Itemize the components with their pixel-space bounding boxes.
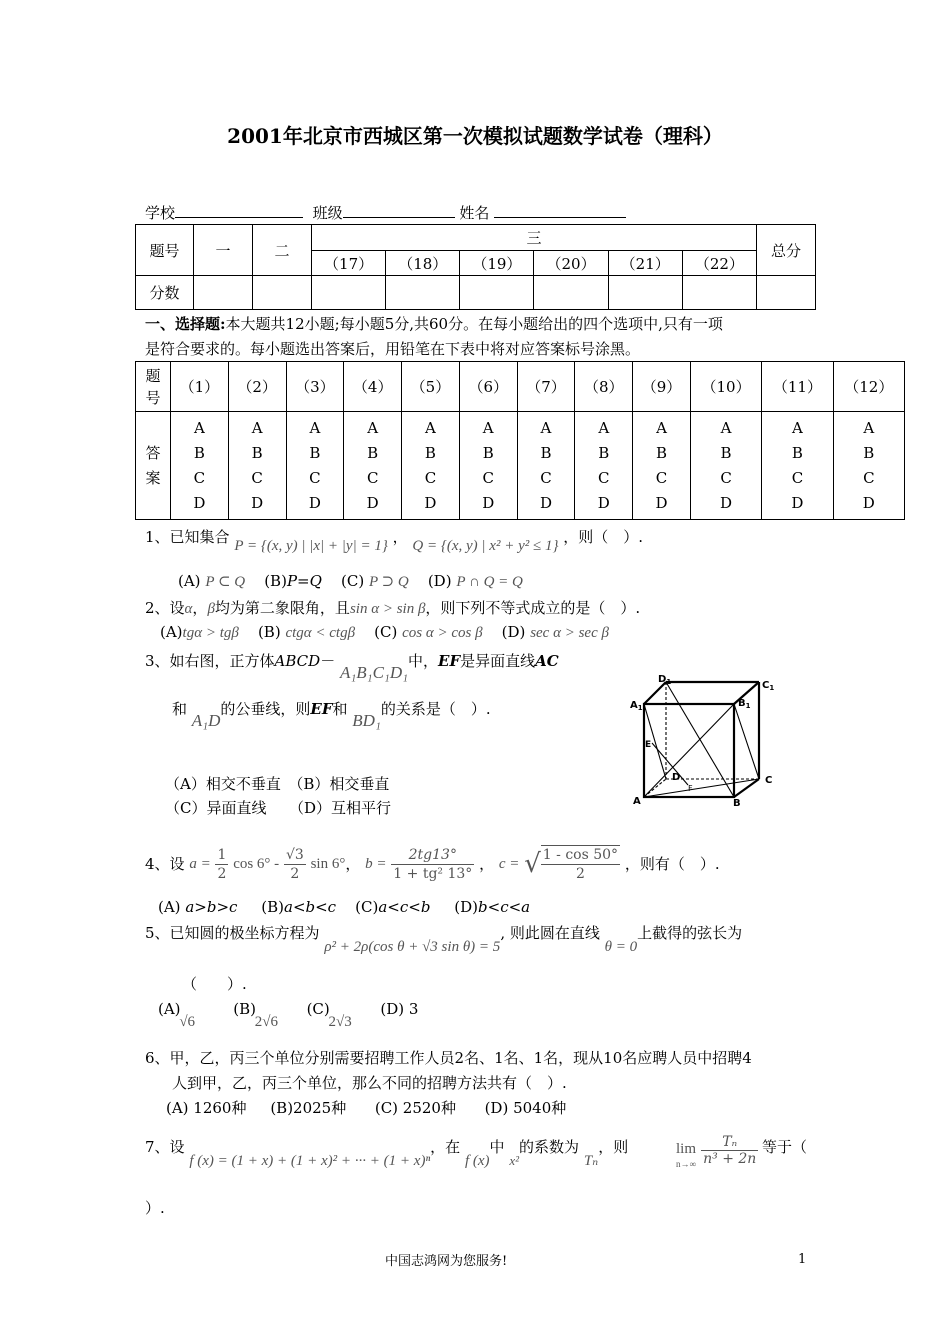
q6-options xyxy=(166,1097,566,1118)
score-sub-17: （17） xyxy=(312,251,386,276)
q7-text: 7、设 xyxy=(145,1138,185,1156)
q4-text: 4、设 xyxy=(145,855,185,873)
q1-opt-d: P ∩ Q = Q xyxy=(456,574,523,590)
q4-cos6: cos 6° - xyxy=(233,856,280,872)
question-1 xyxy=(145,526,644,554)
q3-ac: AC xyxy=(535,652,559,670)
answer-num: （10） xyxy=(690,362,761,412)
q2-sep: ， xyxy=(192,599,208,617)
label-b1: $B_1$ xyxy=(738,698,751,710)
question-4 xyxy=(145,845,720,883)
header-fields xyxy=(145,202,626,223)
answer-num: （11） xyxy=(762,362,833,412)
score-cell[interactable] xyxy=(194,276,253,310)
q4-half: $\frac{1}{2}$ xyxy=(217,846,227,882)
q3-text: 3、如右图，正方体 xyxy=(145,652,275,670)
section1-text1: 本大题共12小题;每小题5分,共60分。在每小题给出的四个选项中,只有一项 xyxy=(225,315,723,333)
q1-options xyxy=(178,572,523,591)
school-blank[interactable] xyxy=(175,203,303,218)
q4-opt-c-label: (C) xyxy=(355,898,379,916)
answer-num: （2） xyxy=(228,362,286,412)
score-sub-19: （19） xyxy=(460,251,534,276)
score-col-label: 题号 xyxy=(136,225,194,276)
label-c1: $C_1$ xyxy=(762,680,775,692)
answer-table xyxy=(135,361,905,520)
answer-choices[interactable]: A B C D xyxy=(762,412,833,520)
q2-opt-c: cos α > cos β xyxy=(402,625,483,641)
q5-opt-b-label: (B) xyxy=(233,1000,256,1018)
q5-opt-a: √6 xyxy=(179,1014,196,1030)
score-col-two: 二 xyxy=(253,225,312,276)
q2-alpha: α xyxy=(184,601,193,617)
answer-num: （9） xyxy=(633,362,691,412)
q2-opt-a: tgα > tgβ xyxy=(182,625,239,641)
q4-comma1: ， xyxy=(345,855,361,873)
q5-opt-c: 2√3 xyxy=(328,1014,352,1030)
page-title: 2001年北京市西城区第一次模拟试题数学试卷（理科） xyxy=(227,124,723,148)
q3-abcd: ABCD xyxy=(274,652,321,670)
q4-c-frac: $\frac{1 - \cos 50^\circ}{2}$ xyxy=(542,847,619,882)
q2-opt-b: ctgα < ctgβ xyxy=(285,625,356,641)
q6-opt-d: (D) 5040种 xyxy=(484,1099,567,1117)
q4-b-eq: b = xyxy=(365,856,387,872)
page-number: 1 xyxy=(798,1252,807,1267)
answer-num: （1） xyxy=(171,362,229,412)
answer-num-label: 题 号 xyxy=(136,362,171,412)
q3-text-f: 和 xyxy=(332,700,348,718)
q2-opt-d-label: (D) xyxy=(501,623,526,641)
q4-sqrt-sign: √ xyxy=(524,849,541,879)
q4-a-eq: a = xyxy=(189,856,211,872)
q1-comma: ， xyxy=(392,528,408,546)
q3-cube: A₁B₁C₁D₁ xyxy=(339,663,409,682)
answer-choices[interactable]: A B C D xyxy=(833,412,904,520)
q2-opt-a-label: (A) xyxy=(160,623,183,641)
answer-num: （4） xyxy=(344,362,402,412)
q2-beta: β xyxy=(207,601,215,617)
label-c: C xyxy=(765,775,773,786)
q1-opt-a-label: (A) xyxy=(178,572,201,590)
q1-opt-c: P ⊃ Q xyxy=(368,574,409,590)
q1-set-q: Q = {(x, y) | x² + y² ≤ 1} xyxy=(412,538,559,554)
q7-end: ）. xyxy=(145,1199,165,1217)
score-sub-22: （22） xyxy=(682,251,756,276)
q2-text-b: 均为第二象限角，且 xyxy=(214,599,350,617)
q2-cond: sin α > sin β xyxy=(349,601,426,617)
score-sub-20: （20） xyxy=(534,251,608,276)
score-col-three: 三 xyxy=(312,225,757,251)
q7-function: f (x) = (1 + x) + (1 + x)² + ··· + (1 + x)ⁿ xyxy=(189,1153,431,1169)
q5-opt-a-label: (A) xyxy=(158,1000,181,1018)
label-d1: $D_1$ xyxy=(658,674,672,686)
q4-opt-b-label: (B) xyxy=(261,898,284,916)
q7-text-b: ，在 xyxy=(430,1138,461,1156)
label-e: E xyxy=(645,740,652,750)
q2-text: 2、设 xyxy=(145,599,185,617)
q7-text-e: ，则 xyxy=(598,1138,629,1156)
label-a1: $A_1$ xyxy=(630,700,643,712)
segment-ef xyxy=(652,743,688,785)
q3-ef: EF xyxy=(438,652,461,670)
q4-opt-a-label: (A) xyxy=(158,898,181,916)
answer-choices[interactable]: A B C D xyxy=(633,412,691,520)
q5-text: 5、已知圆的极坐标方程为 xyxy=(145,924,320,942)
answer-choices[interactable]: A B C D xyxy=(517,412,575,520)
answer-num: （7） xyxy=(517,362,575,412)
q3-text-c: 是异面直线 xyxy=(460,652,536,670)
q4-c-eq: c = xyxy=(498,856,520,872)
cube-edge xyxy=(734,779,759,797)
q4-opt-a: a>b>c xyxy=(185,898,238,916)
q7-lim: lim n→∞ xyxy=(676,1141,697,1169)
q2-tail: ，则下列不等式成立的是（ ）. xyxy=(425,599,641,617)
q7-text-d: 的系数为 xyxy=(519,1138,580,1156)
q3-text-b: 中， xyxy=(408,652,439,670)
q7-x2: x² xyxy=(509,1153,520,1168)
q3-bd1: BD₁ xyxy=(352,711,381,730)
q3-text-e: 的公垂线，则 xyxy=(220,700,311,718)
score-cell[interactable] xyxy=(534,276,608,310)
label-d: D xyxy=(672,772,681,783)
answer-choices[interactable]: A B C D xyxy=(171,412,229,520)
answer-choices[interactable]: A B C D xyxy=(459,412,517,520)
footer-text: 中国志鸿网为您服务! xyxy=(385,1254,508,1269)
score-col-one: 一 xyxy=(194,225,253,276)
q6-opt-b: (B)2025种 xyxy=(270,1099,347,1117)
q2-options xyxy=(160,623,609,642)
score-table xyxy=(135,224,816,310)
cube-edge xyxy=(644,682,666,704)
answer-choices[interactable]: A B C D xyxy=(228,412,286,520)
q5-text-b: , 则此圆在直线 xyxy=(500,924,600,942)
q1-opt-d-label: (D) xyxy=(427,572,452,590)
name-blank[interactable] xyxy=(494,203,626,218)
score-cell[interactable] xyxy=(386,276,460,310)
q7-tn: Tₙ xyxy=(583,1153,599,1169)
q4-options xyxy=(158,898,530,916)
q7-text-c: 中 xyxy=(489,1138,505,1156)
score-col-total: 总分 xyxy=(757,225,816,276)
diagonal-ac xyxy=(644,779,759,797)
score-cell[interactable] xyxy=(682,276,756,310)
q4-opt-d-label: (D) xyxy=(454,898,479,916)
q3-tail: 的关系是（ ）. xyxy=(380,700,491,718)
answer-choices[interactable]: A B C D xyxy=(402,412,460,520)
q5-equation: ρ² + 2ρ(cos θ + √3 sin θ) = 5 xyxy=(324,939,501,955)
q4-b-frac: $\frac{2tg13^\circ}{\text{1 + tg² 13°}}$ xyxy=(393,846,473,882)
q7-fx: f (x) xyxy=(464,1153,490,1169)
q1-set-p: P = {(x, y) | |x| + |y| = 1} xyxy=(234,538,388,554)
q2-opt-d: sec α > sec β xyxy=(530,625,609,641)
q3-ef2: EF xyxy=(310,700,333,718)
answer-choices[interactable]: A B C D xyxy=(286,412,344,520)
q3-line2 xyxy=(172,698,491,730)
q7-lim-frac: $\frac{\text{Tₙ}}{\text{n³ + 2n}}$ xyxy=(703,1134,757,1167)
answer-choices[interactable]: A B C D xyxy=(690,412,761,520)
class-blank[interactable] xyxy=(343,203,455,218)
q4-sqrt3-half: $\frac{√3}{2}$ xyxy=(285,846,304,882)
q5-text-c: 上截得的弦长为 xyxy=(637,924,743,942)
class-label: 班级 xyxy=(312,204,343,222)
question-5 xyxy=(145,922,743,955)
q5-opt-b: 2√6 xyxy=(254,1014,278,1030)
q1-opt-b-label: (B) xyxy=(264,572,287,590)
section1-text2: 是符合要求的。每小题选出答案后，用铅笔在下表中将对应答案标号涂黑。 xyxy=(145,340,641,358)
q5-opt-d: (D) 3 xyxy=(380,1000,419,1018)
answer-num: （5） xyxy=(402,362,460,412)
answer-num: （3） xyxy=(286,362,344,412)
q5-options xyxy=(158,1000,419,1030)
school-label: 学校 xyxy=(145,204,176,222)
q1-opt-a: P ⊂ Q xyxy=(205,574,246,590)
q3-dash: － xyxy=(320,652,336,670)
section1-heading: 一、选择题: xyxy=(145,315,226,333)
question-6: 6、甲，乙，丙三个单位分别需要招聘工作人员2名、1名、1名，现从10名应聘人员中招聘4 xyxy=(145,1049,752,1067)
question-2 xyxy=(145,597,640,618)
question-7 xyxy=(145,1136,629,1169)
label-a: A xyxy=(633,796,641,807)
q5-line: θ = 0 xyxy=(604,939,638,955)
diagonal-b1c xyxy=(734,704,759,779)
q1-opt-b: P=Q xyxy=(286,572,322,590)
q5-blank: （ ）. xyxy=(182,975,247,993)
score-sub-21: （21） xyxy=(608,251,682,276)
question-6-line2: 人到甲，乙，丙三个单位，那么不同的招聘方法共有（ ）. xyxy=(172,1074,567,1092)
score-cell[interactable] xyxy=(460,276,534,310)
q1-tail: ，则（ ）. xyxy=(563,528,644,546)
score-cell[interactable] xyxy=(757,276,816,310)
q1-opt-c-label: (C) xyxy=(340,572,365,590)
answer-num: （12） xyxy=(833,362,904,412)
answer-choices[interactable]: A B C D xyxy=(344,412,402,520)
score-cell[interactable] xyxy=(312,276,386,310)
score-cell[interactable] xyxy=(608,276,682,310)
answer-num: （8） xyxy=(575,362,633,412)
score-cell[interactable] xyxy=(253,276,312,310)
section1-instructions xyxy=(145,312,825,362)
q5-opt-c-label: (C) xyxy=(306,1000,330,1018)
q4-sin6: sin 6° xyxy=(310,856,346,872)
cube-figure xyxy=(628,673,780,809)
q7-limit xyxy=(676,1134,758,1171)
q4-opt-b: a<b<c xyxy=(284,898,337,916)
q4-comma2: ， xyxy=(479,855,495,873)
q4-tail: ，则有（ ）. xyxy=(624,855,720,873)
answer-ans-label: 答 案 xyxy=(136,412,171,520)
q2-opt-b-label: (B) xyxy=(257,623,281,641)
q4-opt-c: a<c<b xyxy=(378,898,431,916)
q6-opt-a: (A) 1260种 xyxy=(166,1099,247,1117)
q3-text-d: 和 xyxy=(172,700,188,718)
name-label: 姓名 xyxy=(459,204,490,222)
q3-a1d: A₁D xyxy=(191,711,221,730)
label-f: F xyxy=(688,784,693,793)
q7-tail: 等于（ xyxy=(762,1138,808,1156)
q2-opt-c-label: (C) xyxy=(374,623,398,641)
score-sub-18: （18） xyxy=(386,251,460,276)
q6-opt-c: (C) 2520种 xyxy=(374,1099,456,1117)
question-3 xyxy=(145,650,559,682)
score-row-label: 分数 xyxy=(136,276,194,310)
q3-option-row-1: （A）相交不垂直 （B）相交垂直 xyxy=(165,775,390,793)
q1-text: 1、已知集合 xyxy=(145,528,230,546)
label-b: B xyxy=(733,798,741,809)
answer-choices[interactable]: A B C D xyxy=(575,412,633,520)
answer-num: （6） xyxy=(459,362,517,412)
q4-opt-d: b<c<a xyxy=(478,898,531,916)
q3-option-row-2: （C）异面直线 （D）互相平行 xyxy=(165,799,392,817)
